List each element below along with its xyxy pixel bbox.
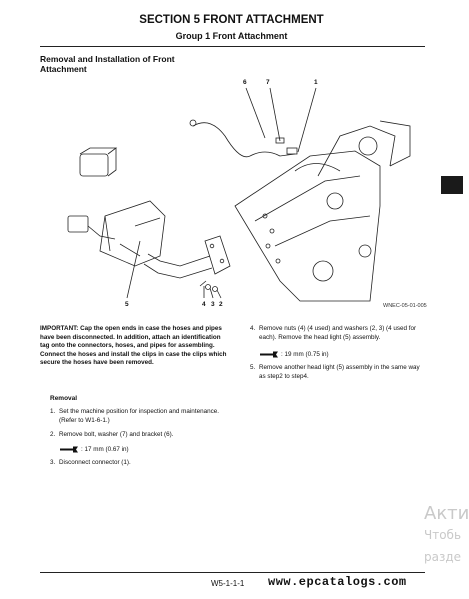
watermark-line-3: разде [424,550,462,564]
important-label: IMPORTANT: [40,325,79,332]
callout-1: 1 [314,79,318,86]
callout-4: 4 [202,301,206,308]
step-number: 2. [50,431,56,438]
step-text: Remove bolt, washer (7) and bracket (6). [59,431,174,438]
group-title: Group 1 Front Attachment [175,31,288,41]
wrench-icon [259,351,279,358]
subsection-title: Removal and Installation of Front Attachment [40,54,175,74]
section-thumb-tab [441,176,463,194]
wrench-spec-17mm [59,445,219,454]
callout-6: 6 [243,79,247,86]
head-light-assembly-illustration [40,76,412,306]
figure-id: WNEC-05-01-005 [383,303,427,309]
important-text: Cap the open ends in case the hoses and pipes have been disconnected. In addition, attach an identification tag onto the connectors, hoses, and pipes for assembling. Connect the hoses and install the clips in case the clips which secure the hoses have been removed. [40,325,227,367]
page-number: W5-1-1-1 [211,579,245,588]
step-number: 4. [250,325,256,332]
footer-rule [40,572,425,573]
callout-3: 3 [211,301,215,308]
wrench-spec-19mm [259,350,419,359]
step-number: 3. [50,459,56,466]
step-number: 5. [250,364,256,371]
watermark-line-1: Акти [424,503,469,524]
step-text: Remove nuts (4) (4 used) and washers (2, 3) (4 used for each). Remove the head light (5) assembly. [259,325,417,341]
step-text: Disconnect connector (1). [59,459,131,466]
wrench-icon [59,446,79,453]
callout-7: 7 [266,79,270,86]
header-rule [40,46,425,47]
removal-heading: Removal [50,395,78,402]
section-title: SECTION 5 FRONT ATTACHMENT [139,14,324,26]
callout-2: 2 [219,301,223,308]
wrench-size: : 19 mm (0.75 in) [281,351,329,358]
step-text: Set the machine position for inspection and maintenance. (Refer to W1-6-1.) [59,408,219,424]
step-text: Remove another head light (5) assembly in the same way as step2 to step4. [259,364,420,380]
callout-5: 5 [125,301,129,308]
wrench-size: : 17 mm (0.67 in) [81,446,129,453]
website-watermark: www.epcatalogs.com [268,575,407,589]
important-note [40,325,230,368]
step-number: 1. [50,408,56,415]
watermark-line-2: Чтобь [424,528,462,542]
